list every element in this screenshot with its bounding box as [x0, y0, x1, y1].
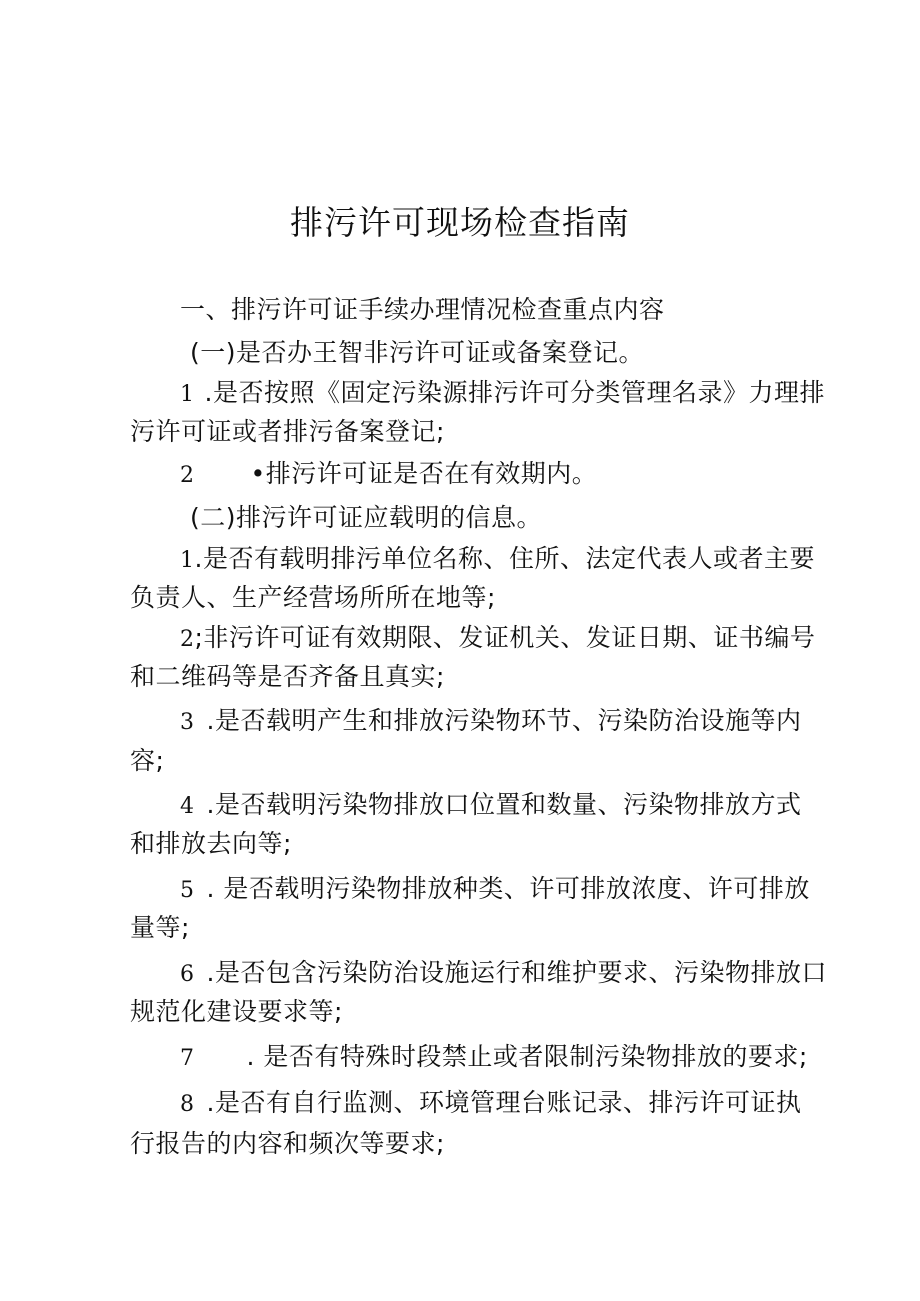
list-item-continuation: 和排放去向等;: [130, 829, 292, 858]
list-item: [180, 541, 815, 579]
item-number: 4: [180, 794, 195, 819]
list-item-continuation: 负责人、生产经营场所所在地等;: [130, 583, 496, 612]
item-number: 6: [180, 962, 195, 987]
list-item-continuation: 行报告的内容和频次等要求;: [130, 1129, 445, 1158]
subsection-heading-2: (二)排污许可证应载明的信息。: [190, 503, 543, 532]
item-text: . 是否载明污染物排放种类、许可排放浓度、许可排放: [206, 874, 810, 903]
item-number: 5: [180, 878, 195, 903]
item-text: .是否包含污染防治设施运行和维护要求、污染物排放口: [206, 958, 827, 987]
item-text: .是否载明污染物排放口位置和数量、污染物排放方式: [206, 790, 802, 819]
page-title: 排污许可现场检查指南: [290, 203, 630, 242]
item-text: ;非污许可证有效期限、发证机关、发证日期、证书编号: [194, 623, 816, 652]
list-item: [180, 620, 815, 658]
list-item: [180, 787, 801, 825]
section-heading: 一、排污许可证手续办理情况检查重点内容: [180, 295, 665, 324]
list-item-continuation: 污许可证或者排污备案登记;: [130, 417, 445, 446]
list-item: [180, 1039, 808, 1077]
item-number: 8: [180, 1092, 195, 1117]
item-text: .是否有载明排污单位名称、住所、法定代表人或者主要: [194, 544, 815, 573]
list-item: [180, 955, 827, 993]
list-item-continuation: 容;: [130, 746, 165, 775]
item-text: •排污许可证是否在有效期内。: [250, 459, 598, 488]
item-text: .是否载明产生和排放污染物环节、污染防治设施等内: [206, 706, 802, 735]
subsection-heading-1: (一)是否办王智非污许可证或备案登记。: [190, 338, 645, 367]
item-text: .是否有自行监测、环境管理台账记录、排污许可证执: [206, 1088, 802, 1117]
list-item: [180, 871, 810, 909]
list-item-continuation: 量等;: [130, 913, 190, 942]
item-number: 1: [180, 382, 195, 407]
item-number: 7: [180, 1046, 195, 1071]
item-number: 1: [180, 548, 195, 573]
item-number: 2: [180, 627, 195, 652]
list-item: [180, 703, 801, 741]
list-item: [180, 1085, 801, 1123]
list-item-continuation: 和二维码等是否齐备且真实;: [130, 662, 445, 691]
list-item: [180, 375, 825, 413]
item-text: .是否按照《固定污染源排污许可分类管理名录》力理排: [204, 378, 825, 407]
item-number: 3: [180, 710, 195, 735]
list-item: [180, 456, 597, 494]
list-item-continuation: 规范化建设要求等;: [130, 997, 343, 1026]
item-number: 2: [180, 463, 195, 488]
item-text: . 是否有特殊时段禁止或者限制污染物排放的要求;: [246, 1042, 808, 1071]
